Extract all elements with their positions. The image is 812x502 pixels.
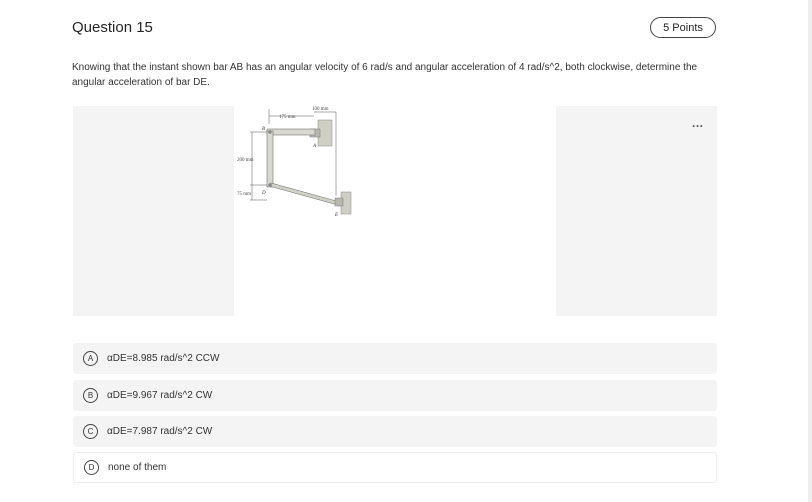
dim-left-label: 200 mm	[237, 158, 254, 163]
answer-option-d[interactable]	[73, 452, 717, 483]
option-letter-badge: A	[83, 351, 98, 366]
dim-right-label: 100 mm	[312, 107, 329, 112]
points-badge: 5 Points	[650, 17, 716, 38]
more-options-icon[interactable]: ...	[692, 116, 704, 130]
image-panel-left	[73, 106, 234, 316]
label-d: D	[262, 191, 266, 196]
question-title: Question 15	[72, 19, 153, 36]
label-a: A	[313, 144, 317, 149]
dim-bottom-label: 75 mm	[237, 192, 252, 197]
option-text: αDE=8.985 rad/s^2 CCW	[107, 353, 220, 364]
label-b: B	[262, 127, 266, 132]
option-letter-badge: B	[83, 388, 98, 403]
dim-top-label: 175 mm	[279, 115, 296, 120]
scrollbar[interactable]	[808, 0, 812, 502]
answer-option-b[interactable]	[73, 380, 717, 411]
answer-option-a[interactable]	[73, 343, 717, 374]
question-prompt: Knowing that the instant shown bar AB has an angular velocity of 6 rad/s and angular acceleration of 4 rad/s^2, both clockwise, determine the angular acceleration of bar DE.	[72, 62, 698, 88]
option-text: αDE=7.987 rad/s^2 CW	[107, 426, 213, 437]
mechanism-figure	[234, 100, 354, 220]
option-text: αDE=9.967 rad/s^2 CW	[107, 390, 213, 401]
image-panel-right	[556, 106, 717, 316]
answer-option-c[interactable]	[73, 416, 717, 447]
option-letter-badge: C	[83, 424, 98, 439]
option-text: none of them	[108, 462, 167, 473]
option-letter-badge: D	[84, 460, 99, 475]
label-e: E	[335, 213, 339, 218]
